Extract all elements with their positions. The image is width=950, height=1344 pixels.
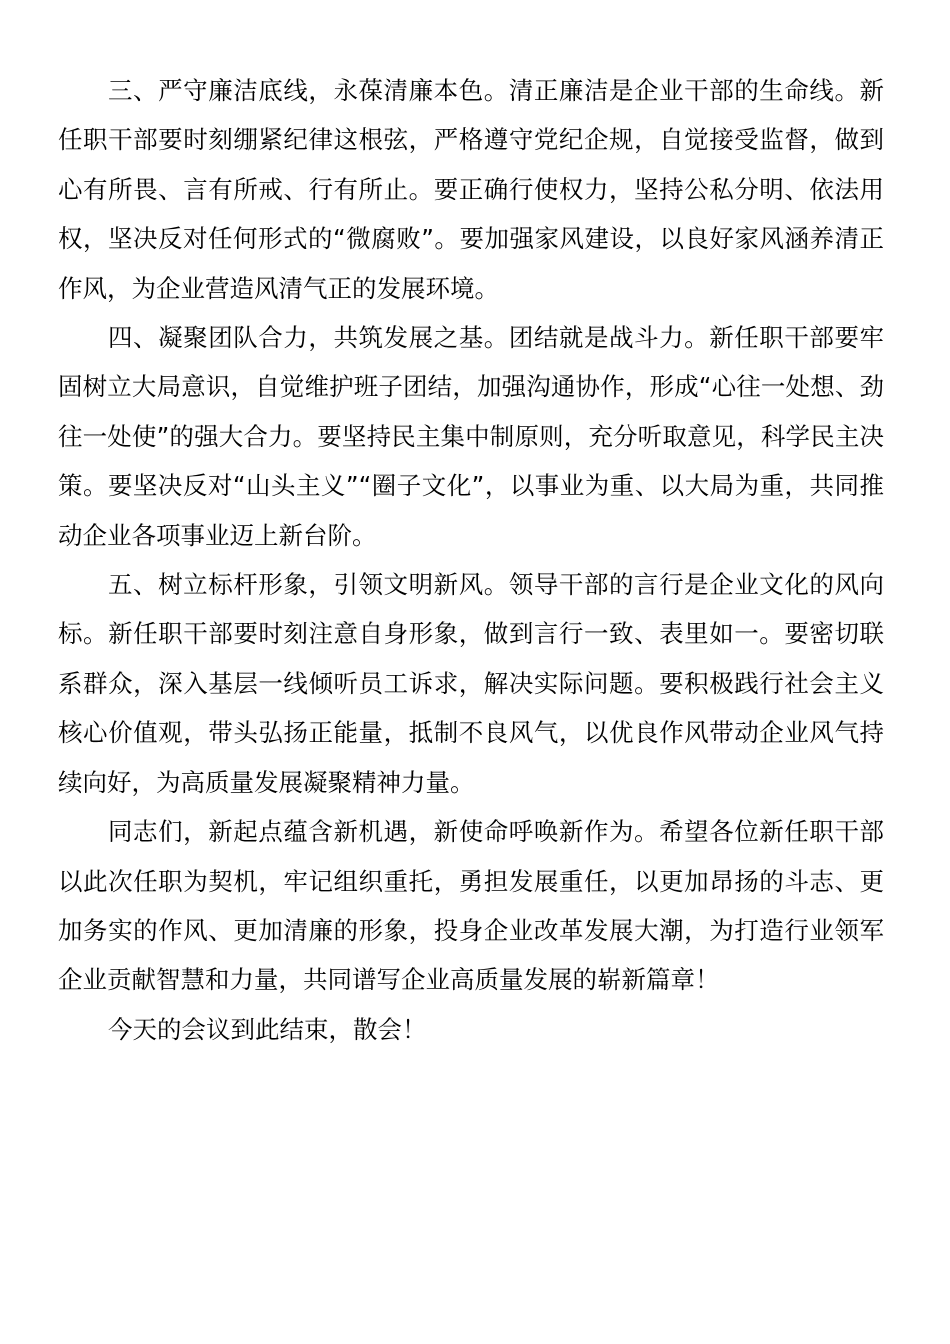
paragraph-body: 今天的会议到此结束，散会！ (108, 1014, 427, 1044)
paragraph-adjournment (58, 1005, 884, 1054)
document-page (58, 66, 884, 1054)
section-heading: 四、凝聚团队合力，共筑发展之基。 (108, 323, 509, 353)
paragraph-body: 团结就是战斗力。新任职干部要牢固树立大局意识，自觉维护班子团结，加强沟通协作，形成“心往一处想、劲往一处使”的强大合力。要坚持民主集中制原则，充分听取意见，科学民主决策。要坚决反对“山头主义”“圈子文化”，以事业为重、以大局为重，共同推动企业各项事业迈上新台阶。 (58, 323, 885, 550)
paragraph-role-model (58, 560, 884, 807)
paragraph-closing-remarks (58, 807, 884, 1005)
paragraph-teamwork (58, 313, 884, 560)
paragraph-integrity (58, 66, 884, 313)
paragraph-body: 同志们，新起点蕴含新机遇，新使命呼唤新作为。希望各位新任职干部以此次任职为契机，牢记组织重托，勇担发展重任，以更加昂扬的斗志、更加务实的作风、更加清廉的形象，投身企业改革发展大潮，为打造行业领军企业贡献智慧和力量，共同谱写企业高质量发展的崭新篇章！ (58, 817, 884, 995)
section-heading: 三、严守廉洁底线，永葆清廉本色。 (108, 76, 509, 105)
paragraph-body: 领导干部的言行是企业文化的风向标。新任职干部要时刻注意自身形象，做到言行一致、表里如一。要密切联系群众，深入基层一线倾听员工诉求，解决实际问题。要积极践行社会主义核心价值观，带头弘扬正能量，抵制不良风气，以优良作风带动企业风气持续向好，为高质量发展凝聚精神力量。 (58, 570, 885, 797)
paragraph-body: 清正廉洁是企业干部的生命线。新任职干部要时刻绷紧纪律这根弦，严格遵守党纪企规，自觉接受监督，做到心有所畏、言有所戒、行有所止。要正确行使权力，坚持公私分明、依法用权，坚决反对任何形式的“微腐败”。要加强家风建设，以良好家风涵养清正作风，为企业营造风清气正的发展环境。 (58, 76, 885, 303)
section-heading: 五、树立标杆形象，引领文明新风。 (108, 570, 509, 600)
